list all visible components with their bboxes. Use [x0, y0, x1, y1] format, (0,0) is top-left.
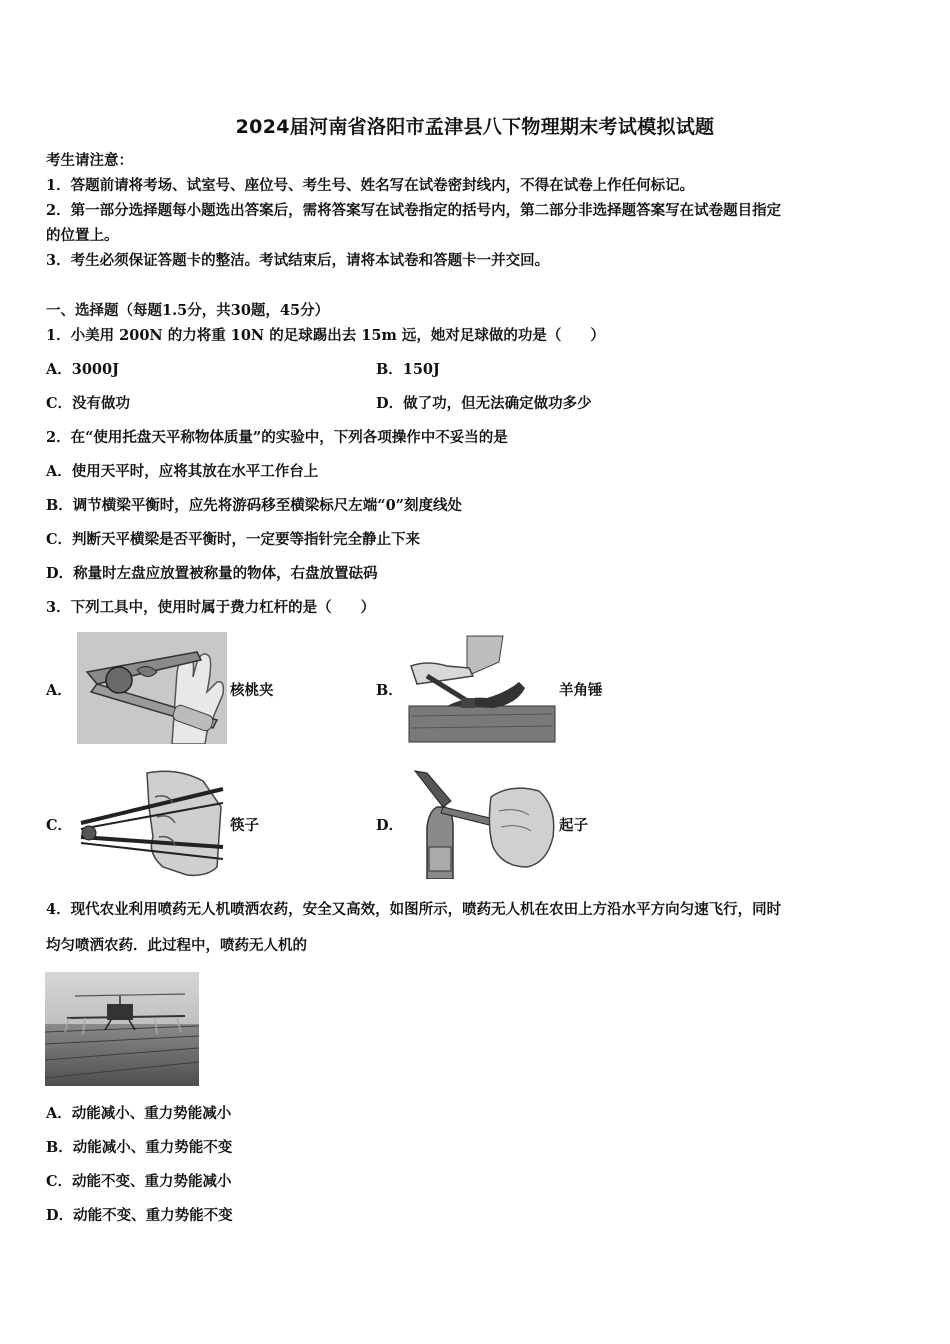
q2-option-d: D．称量时左盘应放置被称量的物体，右盘放置砝码	[46, 565, 378, 582]
q3-option-a-label: 核桃夹	[230, 682, 274, 699]
question-4-stem-line2: 均匀喷洒农药．此过程中，喷药无人机的	[46, 937, 307, 954]
notice-item: 3．考生必须保证答题卡的整洁。考试结束后，请将本试卷和答题卡一并交回。	[46, 252, 550, 269]
q1-option-c: C．没有做功	[46, 395, 131, 412]
q4-option-d: D．动能不变、重力势能不变	[46, 1207, 233, 1224]
notice-item: 1．答题前请将考场、试室号、座位号、考生号、姓名写在试卷密封线内，不得在试卷上作任何标记。	[46, 177, 695, 194]
q3-option-a-letter: A．	[46, 682, 72, 699]
q3-option-c-label: 筷子	[230, 817, 259, 834]
section-heading: 一、选择题（每题1.5分，共30题，45分）	[46, 302, 330, 319]
q3-option-c-letter: C．	[46, 817, 73, 834]
spraying-drone-image	[45, 972, 199, 1086]
q2-option-c: C．判断天平横梁是否平衡时，一定要等指针完全静止下来	[46, 531, 421, 548]
q1-option-b: B．150J	[376, 361, 440, 378]
question-4-stem-line1: 4．现代农业利用喷药无人机喷洒农药，安全又高效，如图所示，喷药无人机在农田上方沿水平方向匀速飞行，同时	[46, 901, 782, 918]
q2-option-b: B．调节横梁平衡时，应先将游码移至横梁标尺左端“0”刻度线处	[46, 497, 463, 514]
walnut-cracker-image	[77, 632, 227, 744]
q3-option-d-label: 起子	[559, 817, 588, 834]
notice-heading: 考生请注意：	[46, 152, 133, 169]
question-1-stem: 1．小美用 200N 的力将重 10N 的足球踢出去 15m 远，她对足球做的功是（ ）	[46, 327, 605, 344]
exam-title: 2024届河南省洛阳市孟津县八下物理期末考试模拟试题	[235, 116, 715, 138]
q3-option-b-letter: B．	[376, 682, 403, 699]
bottle-opener-image	[407, 767, 557, 879]
chopsticks-image	[77, 767, 227, 879]
notice-item: 2．第一部分选择题每小题选出答案后，需将答案写在试卷指定的括号内，第二部分非选择题答案写在试卷题目指定	[46, 202, 782, 219]
q1-option-a: A．3000J	[46, 361, 119, 378]
q3-option-d-letter: D．	[376, 817, 404, 834]
q1-option-d: D．做了功，但无法确定做功多少	[376, 395, 592, 412]
question-3-stem: 3．下列工具中，使用时属于费力杠杆的是（ ）	[46, 599, 376, 616]
claw-hammer-image	[407, 632, 557, 744]
q4-option-c: C．动能不变、重力势能减小	[46, 1173, 232, 1190]
q4-option-b: B．动能减小、重力势能不变	[46, 1139, 233, 1156]
q4-option-a: A．动能减小、重力势能减小	[46, 1105, 232, 1122]
q3-option-b-label: 羊角锤	[559, 682, 603, 699]
notice-item: 的位置上。	[46, 227, 119, 244]
q2-option-a: A．使用天平时，应将其放在水平工作台上	[46, 463, 319, 480]
question-2-stem: 2．在“使用托盘天平称物体质量”的实验中，下列各项操作中不妥当的是	[46, 429, 508, 446]
